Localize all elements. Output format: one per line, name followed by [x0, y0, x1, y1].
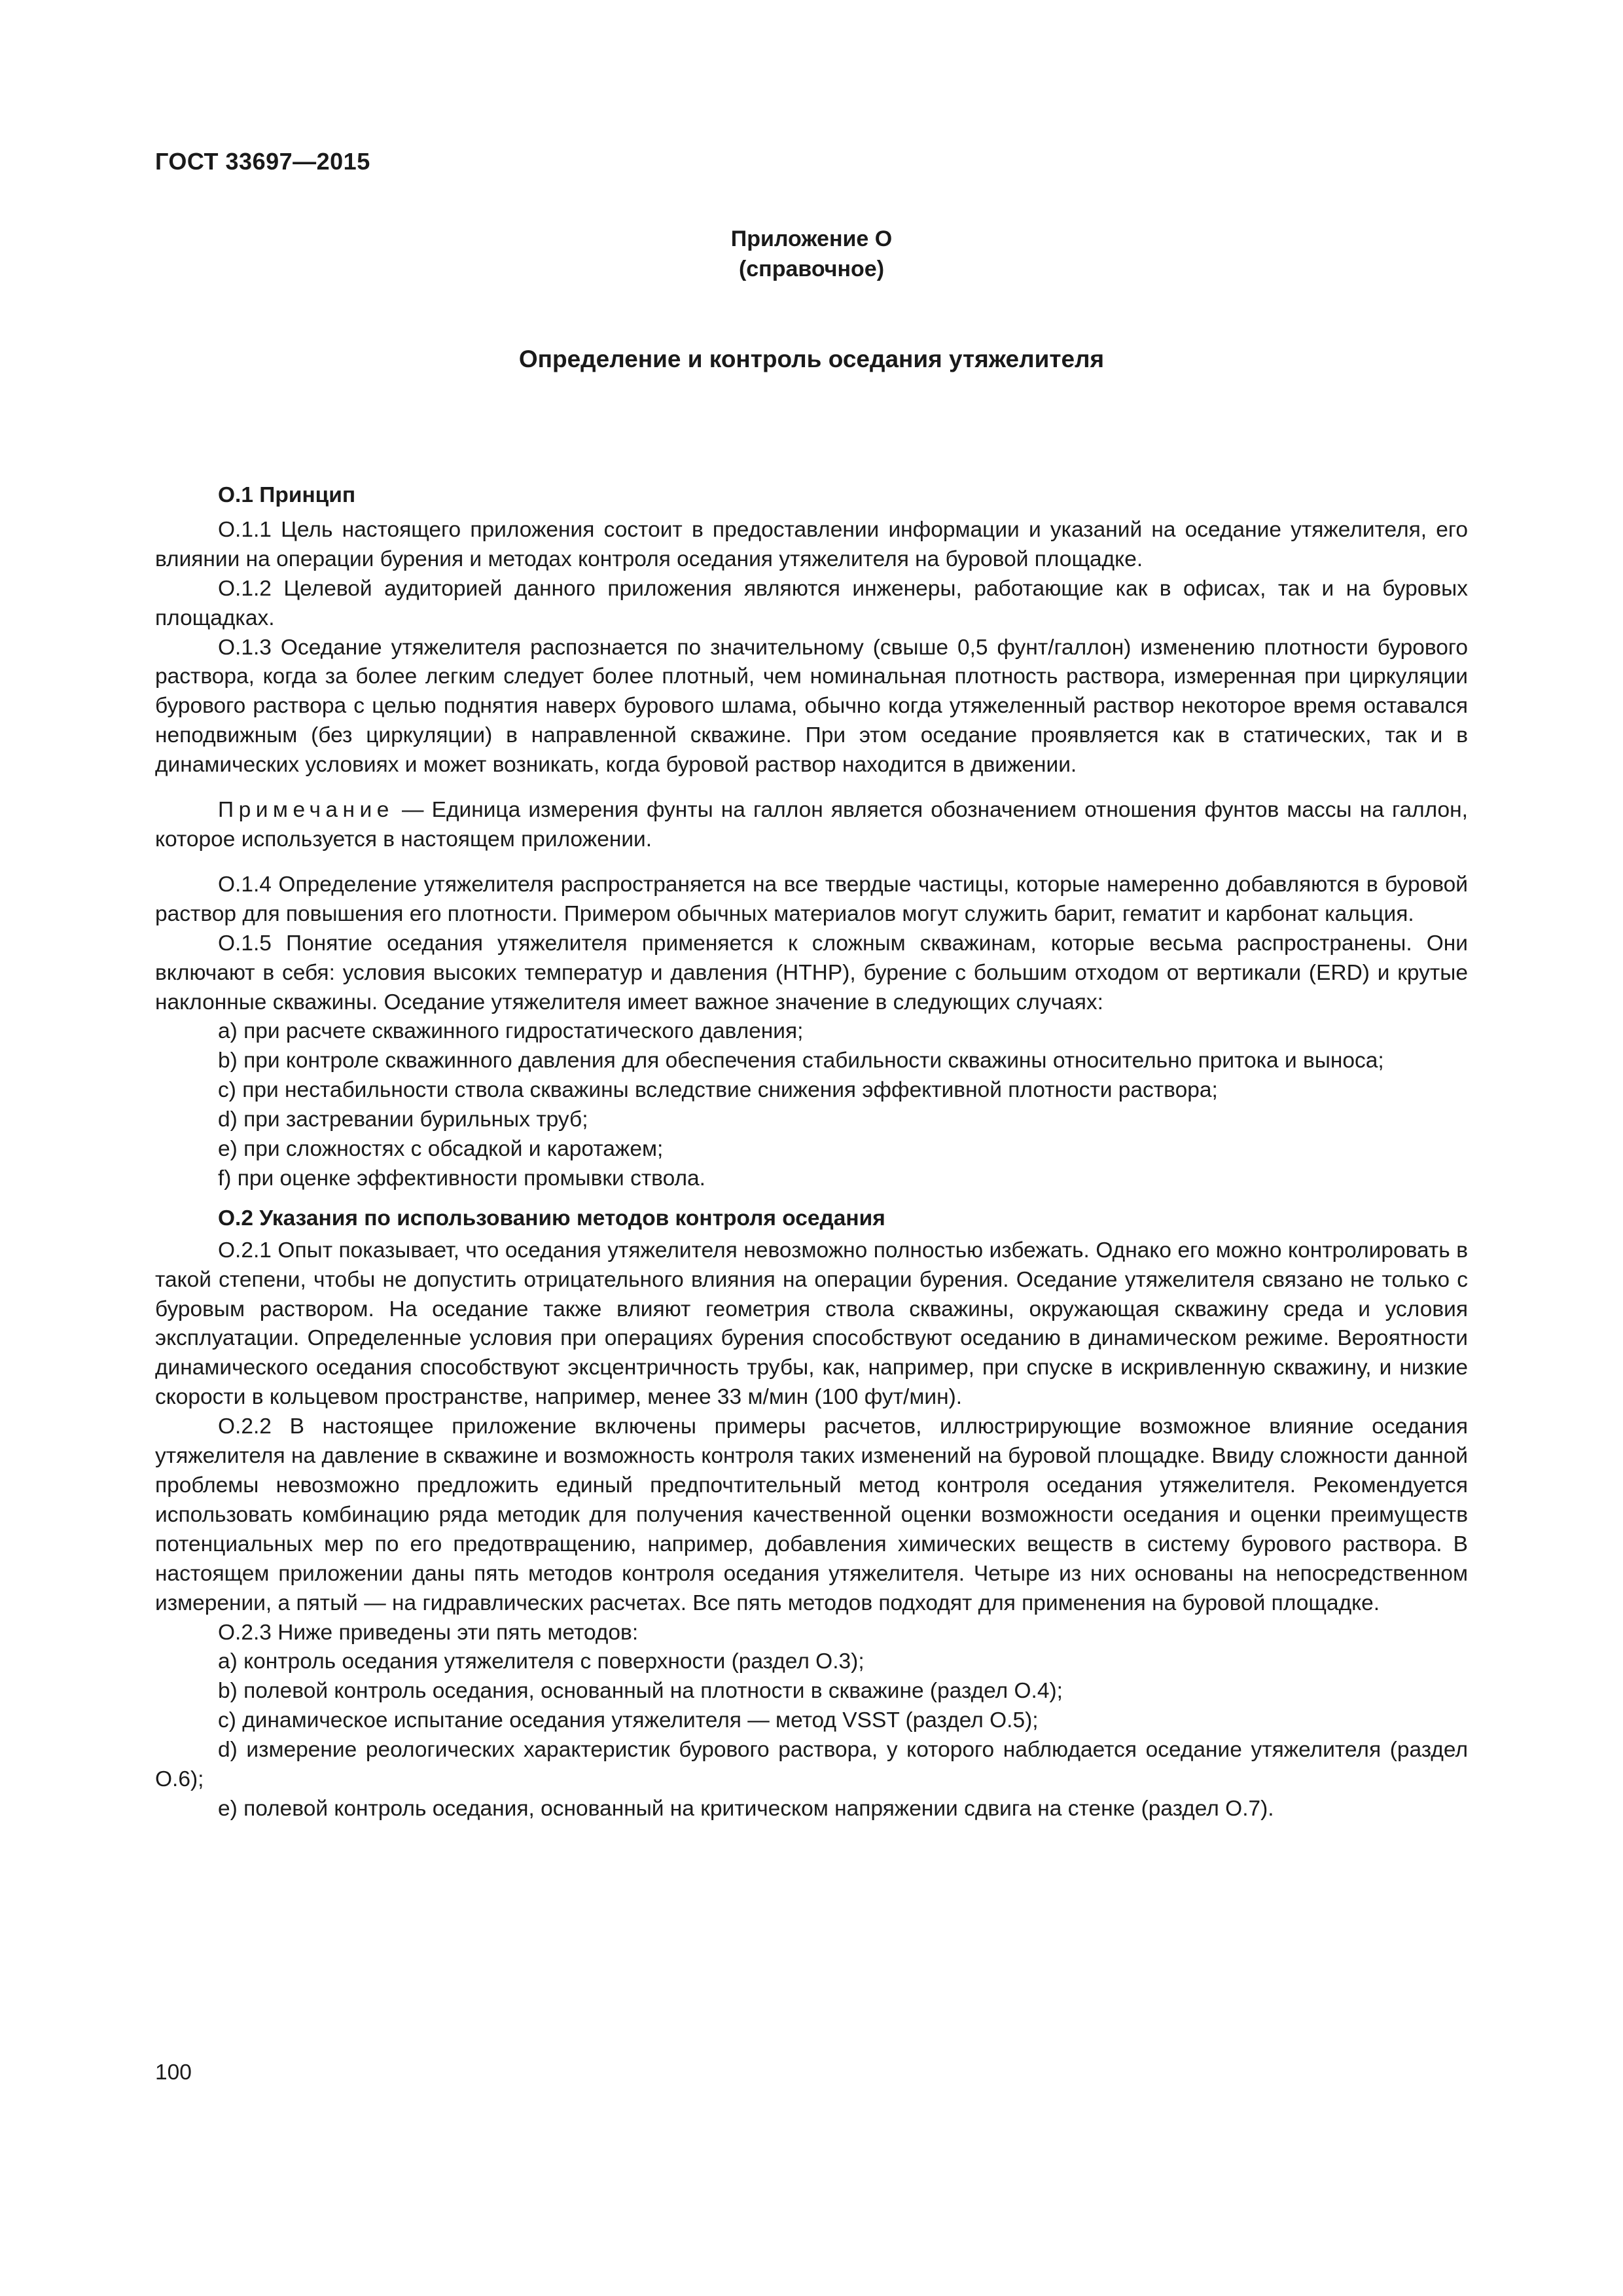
note-text: — Единица измерения фунты на галлон является обозначением отношения фунтов массы на галлон, которое используется в настоящем приложении.	[155, 798, 1468, 852]
list-item-o1-c: c) при нестабильности ствола скважины вследствие снижения эффективной плотности раствора;	[218, 1078, 1218, 1103]
document-code: ГОСТ 33697—2015	[155, 148, 370, 175]
list-item-o1-e: e) при сложностях с обсадкой и каротажем;	[218, 1137, 664, 1162]
note-label: Примечание	[218, 798, 394, 823]
list-item-o2-b: b) полевой контроль оседания, основанный на плотности в скважине (раздел О.4);	[218, 1679, 1063, 1704]
annex-heading	[0, 224, 1623, 284]
list-item-o2-a: a) контроль оседания утяжелителя с поверхности (раздел О.3);	[218, 1649, 865, 1674]
annex-kind: (справочное)	[738, 257, 885, 281]
list-item-o2-e: e) полевой контроль оседания, основанный на критическом напряжении сдвига на стенке (раздел О.7).	[218, 1796, 1274, 1821]
paragraph-o1-1: О.1.1 Цель настоящего приложения состоит в предоставлении информации и указаний на оседание утяжелителя, его влиянии на операции бурения и методах контроля оседания утяжелителя на буровой площадке.	[155, 517, 1468, 571]
paragraph-o2-3: О.2.3 Ниже приведены эти пять методов:	[218, 1620, 639, 1645]
section-heading-o1: О.1 Принцип	[218, 483, 356, 507]
list-item-o1-b: b) при контроле скважинного давления для обеспечения стабильности скважины относительно притока и выноса;	[218, 1049, 1384, 1073]
paragraph-o2-1: О.2.1 Опыт показывает, что оседания утяжелителя невозможно полностью избежать. Однако его можно контролировать в такой степени, чтобы не допустить отрицательного влияния на операции бурения. Оседание утяжелителя связано не только с буровым раствором. На оседание также влияют геометрия ствола скважины, окружающая скважину среда и условия эксплуатации. Определенные условия при операциях бурения способствуют оседанию в динамическом режиме. Вероятности динамического оседания способствуют эксцентричность трубы, как, например, при спуске в искривленную скважину, и низкие скорости в кольцевом пространстве, например, менее 33 м/мин (100 фут/мин).	[155, 1238, 1468, 1410]
document-body	[155, 481, 1468, 1824]
list-item-o1-a: a) при расчете скважинного гидростатического давления;	[218, 1019, 804, 1044]
section-heading-o2: О.2 Указания по использованию методов контроля оседания	[218, 1206, 885, 1230]
paragraph-o1-3: О.1.3 Оседание утяжелителя распознается по значительному (свыше 0,5 фунт/галлон) изменению плотности бурового раствора, когда за более легким следует более плотный, чем номинальная плотность раствора, измеренная при циркуляции бурового раствора с целью поднятия наверх бурового шлама, обычно когда утяжеленный раствор некоторое время оставался неподвижным (без циркуляции) в направленной скважине. При этом оседание проявляется как в статических, так и в динамических условиях и может возникать, когда буровой раствор находится в движении.	[155, 635, 1468, 778]
annex-label: Приложение О	[730, 226, 893, 251]
list-item-o2-d: d) измерение реологических характеристик бурового раствора, у которого наблюдается оседание утяжелителя (раздел О.6);	[155, 1738, 1468, 1792]
list-item-o1-f: f) при оценке эффективности промывки ствола.	[218, 1166, 705, 1191]
page-number: 100	[155, 2060, 192, 2085]
paragraph-o1-2: О.1.2 Целевой аудиторией данного приложения являются инженеры, работающие как в офисах, так и на буровых площадках.	[155, 576, 1468, 630]
annex-title: Определение и контроль оседания утяжелителя	[518, 346, 1105, 372]
paragraph-o2-2: О.2.2 В настоящее приложение включены примеры расчетов, иллюстрирующие возможное влияние оседания утяжелителя на давление в скважине и возможность контроля таких изменений на буровой площадке. Ввиду сложности данной проблемы невозможно предложить единый предпочтительный метод контроля оседания утяжелителя. Рекомендуется использовать комбинацию ряда методик для получения качественной оценки возможности оседания и оценки преимуществ потенциальных мер по его предотвращению, например, добавления химических веществ в систему бурового раствора. В настоящем приложении даны пять методов контроля оседания утяжелителя. Четыре из них основаны на непосредственном измерении, а пятый — на гидравлических расчетах. Все пять методов подходят для применения на буровой площадке.	[155, 1414, 1468, 1615]
note-paragraph	[155, 796, 1468, 855]
paragraph-o1-4: О.1.4 Определение утяжелителя распространяется на все твердые частицы, которые намеренно добавляются в буровой раствор для повышения его плотности. Примером обычных материалов могут служить барит, гематит и карбонат кальция.	[155, 872, 1468, 926]
paragraph-o1-5: О.1.5 Понятие оседания утяжелителя применяется к сложным скважинам, которые весьма распространены. Они включают в себя: условия высоких температур и давления (HTHP), бурение с большим отходом от вертикали (ERD) и крутые наклонные скважины. Оседание утяжелителя имеет важное значение в следующих случаях:	[155, 931, 1468, 1014]
list-item-o2-c: c) динамическое испытание оседания утяжелителя — метод VSST (раздел О.5);	[218, 1708, 1039, 1733]
list-item-o1-d: d) при застревании бурильных труб;	[218, 1107, 588, 1132]
